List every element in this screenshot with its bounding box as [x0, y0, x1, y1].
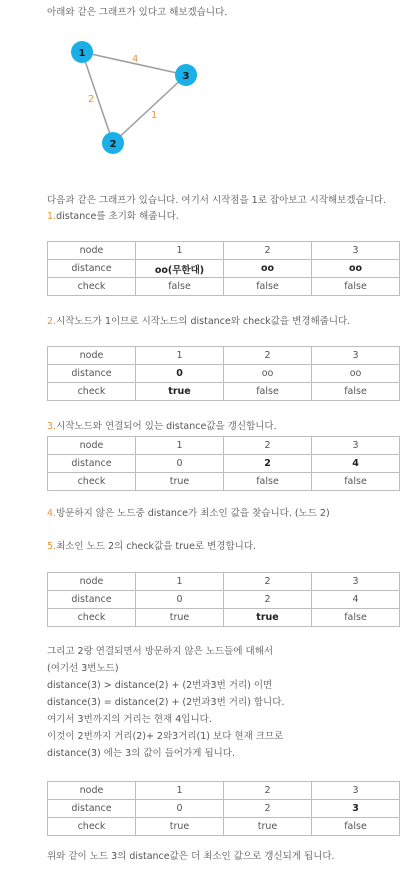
table-cell: 3	[312, 242, 400, 260]
step-text: 시작노드와 연결되어 있는 distance값을 갱신합니다.	[56, 421, 277, 432]
table-cell: check	[48, 473, 136, 491]
table-row-node	[48, 782, 400, 800]
table-cell: distance	[48, 591, 136, 609]
step-number: 1.	[47, 211, 57, 222]
table-cell: 1	[136, 573, 224, 591]
table-cell: true	[136, 473, 224, 491]
table-cell: 4	[312, 591, 400, 609]
table-cell: 3	[312, 573, 400, 591]
step-5	[47, 541, 256, 553]
step-4	[47, 508, 330, 520]
paragraph-intro-graph: 다음과 같은 그래프가 있습니다. 여기서 시작점을 1로 잡아보고 시작해보겠습니다.	[47, 195, 387, 206]
table-cell: oo	[312, 260, 400, 278]
table-cell: true	[136, 383, 224, 401]
step-1	[47, 211, 179, 223]
step-2	[47, 316, 350, 328]
step-text: 시작노드가 1이므로 시작노드의 distance와 check값을 변경해줍니다.	[56, 316, 351, 327]
table-cell: 2	[224, 800, 312, 818]
step-3	[47, 421, 277, 433]
table-cell: distance	[48, 260, 136, 278]
step-number: 4.	[47, 508, 57, 519]
table-cell: false	[224, 473, 312, 491]
table-row-check	[48, 473, 400, 491]
table-row-node	[48, 347, 400, 365]
table-cell: distance	[48, 365, 136, 383]
table-cell: false	[312, 473, 400, 491]
step-text: 최소인 노드 2의 check값을 true로 변경합니다.	[56, 541, 257, 552]
table-row-distance	[48, 365, 400, 383]
table-cell: check	[48, 278, 136, 296]
step-number: 2.	[47, 316, 57, 327]
edge-label-1-2: 2	[88, 94, 95, 105]
table-cell: 3	[312, 782, 400, 800]
table-row-node	[48, 242, 400, 260]
distance-table-5	[47, 781, 400, 836]
table-row-node	[48, 437, 400, 455]
step-number: 5.	[47, 541, 57, 552]
table-row-distance	[48, 455, 400, 473]
table-row-check	[48, 383, 400, 401]
explain-line: distance(3) 에는 3의 값이 들어가게 됩니다.	[47, 748, 235, 759]
intro-text: 아래와 같은 그래프가 있다고 해보겠습니다.	[47, 7, 228, 18]
table-cell: false	[312, 278, 400, 296]
table-cell: 2	[224, 455, 312, 473]
table-row-node	[48, 573, 400, 591]
table-cell: oo	[312, 365, 400, 383]
distance-table-4	[47, 572, 400, 627]
table-cell: 2	[224, 437, 312, 455]
table-cell: check	[48, 818, 136, 836]
graph-diagram	[60, 35, 210, 165]
graph-node-3-label: 3	[182, 71, 190, 82]
step-text: distance를 초기화 해줍니다.	[56, 211, 179, 222]
table-cell: distance	[48, 800, 136, 818]
table-cell: 1	[136, 347, 224, 365]
table-cell: 1	[136, 242, 224, 260]
table-row-distance	[48, 591, 400, 609]
table-cell: false	[312, 609, 400, 627]
table-cell: node	[48, 573, 136, 591]
table-cell: false	[312, 383, 400, 401]
explain-line: 이것이 2번까지 거리(2)+ 2와3거리(1) 보다 현재 크므로	[47, 731, 284, 742]
table-cell: 3	[312, 347, 400, 365]
table-cell: 2	[224, 347, 312, 365]
table-cell: node	[48, 242, 136, 260]
explain-line: 그리고 2랑 연결되면서 방문하지 않은 노드들에 대해서	[47, 646, 274, 657]
explain-line: (여기선 3번노드)	[47, 663, 119, 674]
table-cell: node	[48, 782, 136, 800]
table-cell: 2	[224, 782, 312, 800]
table-cell: 0	[136, 800, 224, 818]
table-row-distance	[48, 260, 400, 278]
edge-1-2	[82, 52, 113, 143]
table-cell: node	[48, 347, 136, 365]
table-cell: 1	[136, 782, 224, 800]
edge-2-3	[113, 75, 186, 143]
table-cell: false	[224, 383, 312, 401]
step-number: 3.	[47, 421, 57, 432]
graph-node-2-label: 2	[109, 139, 117, 150]
table-cell: 0	[136, 591, 224, 609]
distance-table-1	[47, 241, 400, 296]
graph-node-1-label: 1	[78, 48, 86, 59]
table-cell: 3	[312, 800, 400, 818]
table-cell: true	[224, 818, 312, 836]
table-cell: check	[48, 383, 136, 401]
table-cell: 0	[136, 365, 224, 383]
table-cell: false	[136, 278, 224, 296]
table-cell: check	[48, 609, 136, 627]
table-row-check	[48, 818, 400, 836]
table-cell: true	[136, 609, 224, 627]
table-cell: true	[224, 609, 312, 627]
table-cell: 2	[224, 573, 312, 591]
table-row-check	[48, 609, 400, 627]
edge-label-1-3: 4	[132, 54, 139, 65]
table-cell: distance	[48, 455, 136, 473]
edge-label-2-3: 1	[151, 110, 158, 121]
table-row-distance	[48, 800, 400, 818]
table-cell: 3	[312, 437, 400, 455]
table-cell: false	[224, 278, 312, 296]
explain-line: 여기서 3번까지의 거리는 현재 4입니다.	[47, 714, 212, 725]
table-cell: oo	[224, 260, 312, 278]
table-cell: true	[136, 818, 224, 836]
table-row-check	[48, 278, 400, 296]
table-cell: 4	[312, 455, 400, 473]
distance-table-2	[47, 346, 400, 401]
table-cell: 2	[224, 591, 312, 609]
distance-table-3	[47, 436, 400, 491]
step-text: 방문하지 않은 노드중 distance가 최소인 값을 찾습니다. (노드 2)	[56, 508, 330, 519]
explain-line: distance(3) > distance(2) + (2번과3번 거리) 이면	[47, 680, 273, 691]
table-cell: node	[48, 437, 136, 455]
table-cell: 2	[224, 242, 312, 260]
table-cell: oo(무한대)	[136, 260, 224, 278]
conclusion-text: 위와 같이 노드 3의 distance값은 더 최소인 값으로 갱신되게 됩니다.	[47, 851, 335, 862]
table-cell: false	[312, 818, 400, 836]
explain-line: distance(3) = distance(2) + (2번과3번 거리) 합니다.	[47, 697, 285, 708]
table-cell: 1	[136, 437, 224, 455]
table-cell: oo	[224, 365, 312, 383]
table-cell: 0	[136, 455, 224, 473]
